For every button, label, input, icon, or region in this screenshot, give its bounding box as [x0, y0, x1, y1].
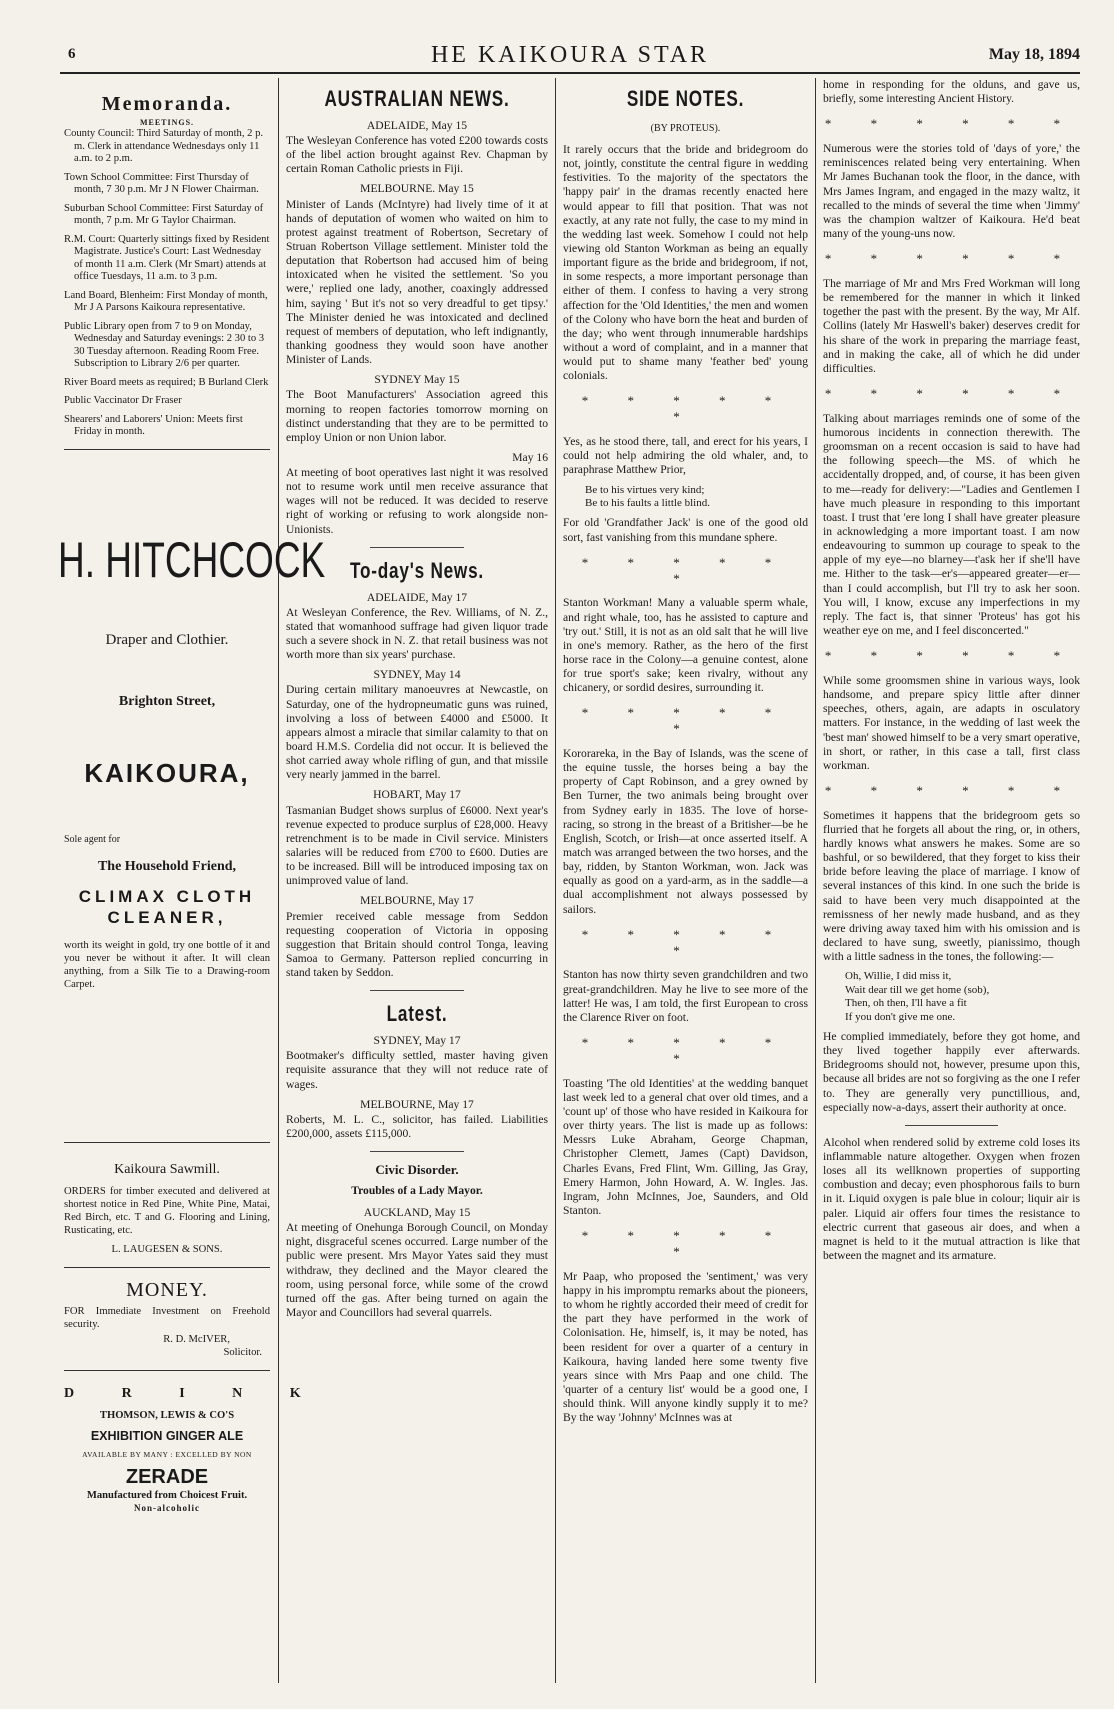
divider [64, 449, 270, 450]
star-divider: * * * * * * [581, 926, 790, 958]
hitchcock-town: KAIKOURA, [84, 758, 250, 789]
news-item: Bootmaker's difficulty settled, master having given requisite assurance that they will not reduce rate of wages. [286, 1049, 548, 1091]
memo-item: Shearers' and Laborers' Union: Meets first Friday in month. [64, 413, 243, 438]
column-australian-news [286, 78, 548, 1688]
star-divider: * * * * * * [581, 1035, 790, 1066]
memoranda-subtitle: MEETINGS. [139, 118, 195, 128]
paragraph: Kororareka, in the Bay of Islands, was the scene of the equine tussle, the horses being a bay the property of Capt Robinson, and a grey owned by Ben Turner, the two animals being brought over from Sydney early in 1835. The love of horse-racing, so strong in the breast of a Britisher—be he English, Scotch, or Irish—at once asserted itself. A match was arranged between the two horses, and the bay, ridden, by Stanton Workman, won. Jack was equally as good on a yard-arm, as in the saddle—a dual accomplishment not always possessed by sailors. [563, 747, 808, 916]
dateline: SYDNEY May 15 [374, 373, 460, 387]
cleaner-title: CLIMAX CLOTH [78, 887, 256, 906]
money-name: R. D. McIVER, [163, 1334, 230, 1346]
memoranda-list [64, 128, 270, 439]
divider [64, 1267, 270, 1268]
column-side-notes-continued [823, 78, 1080, 1688]
verse-line: Oh, Willie, I did miss it, [845, 970, 952, 983]
sawmill-title: Kaikoura Sawmill. [114, 1162, 220, 1178]
money-role: Solicitor. [223, 1347, 262, 1358]
star-divider: * * * * * * [824, 251, 1079, 267]
news-item: At meeting of boot operatives last night it was resolved not to resume work until men receive assurance that wages will not be reduced. It was decided to reserve right of working or refusing to work alongside non-Unionists. [286, 466, 548, 536]
zerade-footer-2: Non-alcoholic [134, 1502, 200, 1513]
dateline: SYDNEY, May 17 [373, 1034, 461, 1048]
star-divider: * * * * * * [581, 705, 790, 737]
dateline: MELBOURNE. May 15 [360, 182, 474, 196]
paragraph: Alcohol when rendered solid by extreme cold loses its inflammable nature altogether. Oxygen when frozen loses all its wellknown properties of supporting combustion and decay; even phosphorous fails to burn in it. Liquid oxygen is pale blue in colour; liquir air is paler. Liquid air offers four times the resistance to electric current that gaseous air does, and when a magnet is held to it the mutual attraction is like that between the magnet and its armature. [823, 1135, 1080, 1262]
memo-item: R.M. Court: Quarterly sittings fixed by Resident Magistrate. Justice's Court: Last Wednesday of month 11 a.m. Clerk (Mr Smart) attends at office Tuesdays, 11 a.m. to 3 p.m. [64, 233, 270, 283]
cleaner-title-2: CLEANER, [107, 907, 227, 927]
paragraph: Stanton has now thirty seven grandchildren and two great-grandchildren. May he live to see more of the latter! He was, I am told, the first European to cross the Clarence River on foot. [563, 968, 808, 1024]
hitchcock-name: H. HITCHCOCK [58, 531, 326, 588]
verse-line: Be to his faults a little blind. [585, 496, 710, 509]
paragraph: While some groomsmen shine in various ways, look handsome, and prepare spicy little after dinner speeches, others, again, are adapts in osculatory matters. For instance, in the wedding of last week the 'best man' showed himself to be a very smart operative, in short, or rather, in this case a tall, first class workman. [823, 673, 1080, 772]
paragraph: For old 'Grandfather Jack' is one of the good old sort, fast vanishing from this mundane sphere. [563, 516, 808, 544]
dateline: AUCKLAND, May 15 [363, 1206, 471, 1220]
star-divider: * * * * * * [824, 782, 1079, 798]
money-title: MONEY. [126, 1278, 208, 1301]
star-divider: * * * * * * [824, 385, 1079, 401]
zerade-footer: Manufactured from Choicest Fruit. [86, 1489, 248, 1501]
column-divider [555, 78, 556, 1683]
ginger-ale-tagline: AVAILABLE BY MANY : EXCELLED BY NON [82, 1450, 252, 1460]
dateline: SYDNEY, May 14 [373, 668, 461, 682]
divider [64, 1370, 270, 1371]
paragraph: home in responding for the olduns, and gave us, briefly, some interesting Ancient History. [823, 78, 1080, 106]
byline: (BY PROTEUS). [650, 122, 721, 134]
column-side-notes [563, 78, 808, 1688]
ginger-ale-product: EXHIBITION GINGER ALE [90, 1428, 244, 1443]
ginger-ale-advertisement [64, 1385, 323, 1514]
divider [905, 1125, 998, 1126]
issue-date: May 18, 1894 [988, 46, 1080, 63]
star-divider: * * * * * * [581, 393, 790, 425]
paragraph: The marriage of Mr and Mrs Fred Workman will long be remembered for the manner in which it linked together the past with the present. By the way, Mr Alf. Collins (lately Mr Haswell's baker) deserves credit for his share of the work in preparing the marriage feast, and in making the cake, all of which he did under difficulties. [823, 276, 1080, 375]
column-advertisements [58, 78, 326, 1688]
star-divider: * * * * * * [581, 554, 790, 586]
masthead [60, 40, 1080, 70]
column-divider [815, 78, 816, 1683]
sawmill-signature: L. LAUGESEN & SONS. [111, 1243, 223, 1255]
paragraph: It rarely occurs that the bride and bridegroom do not, jointly, constitute the central figure in wedding festivities. To the majority of the spectators the 'happy pair' in the dramas recently enacted here would appear to fill that position. That was not exactly, at any rate not fully, the case to my mind in the wedding last week. Somehow I could not help viewing old Stanton Workman as being an equally important figure as the bride and bridegroom, if not, in some respects, a more important personage than either of them. I confess to having a very strong affection for the 'Old Identities,' the men and women of the Colony who have born the heat and burden of the day; who went through innumerable hardships without a word of complaint, and in a manner that would put to shame many 'feather bed' young colonials. [563, 143, 808, 383]
sawmill-advertisement [64, 1161, 270, 1257]
star-divider: * * * * * * [581, 1228, 790, 1260]
news-item: During certain military manoeuvres at Newcastle, on Saturday, one of the hydropneumatic guns was ruined, involving a loss of between £4000 and £5000. It appears almost a miracle that similar calamity to that on board H.M.S. Cordelia did not occur. It is believed the shot carried away whole rifling of gun, and that missile very nearly jammed in the barrel. [286, 683, 548, 782]
dateline: May 16 [512, 450, 548, 464]
section-title-australian-news: AUSTRALIAN NEWS. [324, 86, 510, 111]
news-item: At Wesleyan Conference, the Rev. Williams, of N. Z., stated that womanhood suffrage had given liquor trade such a severe shock in N. Z. that retail business was not worth more than six years' purchase. [286, 605, 548, 662]
divider [370, 547, 464, 548]
cleaner-description: worth its weight in gold, try one bottle of it and you never be without it after. It will clean anything, from a Silk Tie to a Drawing-room Carpet. [64, 940, 270, 991]
news-item: Premier received cable message from Seddon requesting cooperation of Victoria in opposing suggestion that Britain should control Tonga, leaving Samoa to Germany. Patterson replied concurring in stand taken by Seddon. [286, 909, 548, 980]
verse-line: Then, oh then, I'll have a fit [845, 997, 967, 1010]
drink-word: D R I N K [64, 1385, 323, 1401]
paragraph: Sometimes it happens that the bridegroom gets so flurried that he forgets all about the ring, or, in others, hardly knows what answers he makes. Some are so bashful, or so bewildered, that they forget to kiss their bride before leaving the place of marriage. I know of several instances of this kind. In one such the bride is said to have been very much disappointed at the remissness of her newly made husband, and as they were driving away taxed him with his omission and is declared to have sung, sweetly, pianissimo, though with a little sadness in the tones, the following:— [823, 808, 1080, 964]
ginger-ale-maker: THOMSON, LEWIS & CO'S [99, 1410, 235, 1421]
verse-line: Be to his virtues very kind; [585, 483, 705, 496]
memo-item: Public Vaccinator Dr Fraser [64, 395, 182, 407]
section-title-todays-news: To-day's News. [350, 557, 484, 583]
news-item: The Wesleyan Conference has voted £200 towards costs of the libel action brought against Rev. Chapman by certain Roman Catholic priests in Fiji. [286, 133, 548, 176]
memo-item: Suburban School Committee: First Saturday of month, 7 p.m. Mr G Taylor Chairman. [64, 202, 264, 227]
star-divider: * * * * * * [824, 648, 1079, 664]
memo-item: Public Library open from 7 to 9 on Monday, Wednesday and Saturday evenings: 2 30 to 3 30 Tuesday afternoon. Reading Room Free. Subscription to Library 2/6 per quarter. [64, 320, 265, 370]
sole-agent-label: Sole agent for [64, 833, 121, 845]
money-advertisement [64, 1278, 270, 1360]
section-title-side-notes: SIDE NOTES. [626, 86, 745, 111]
news-item: The Boot Manufacturers' Association agreed this morning to reopen factories tomorrow morning on distinct understanding that they are to be permitted to employ Union or non Union labor. [286, 388, 548, 444]
dateline: ADELAIDE, May 15 [366, 118, 468, 132]
verse-line: If you don't give me one. [845, 1010, 956, 1023]
hitchcock-street: Brighton Street, [118, 693, 216, 709]
news-item: At meeting of Onehunga Borough Council, on Monday night, disgraceful scenes occurred. Large number of the public were present. Mrs Mayor Yates said they must withdraw, they declined and the Mayor cleared the room, using personal force, while some of the crowd turned off the gas. After being turned on again the Mayor and Councillors had several quarrels. [286, 1221, 548, 1320]
verse-line: Wait dear till we get home (sob), [845, 983, 990, 996]
dateline: HOBART, May 17 [373, 788, 461, 802]
newspaper-title: HE KAIKOURA STAR [430, 42, 710, 68]
page-number: 6 [68, 46, 76, 62]
news-item: Minister of Lands (McIntyre) had lively time of it at hands of deputation of women who waited on him to protest against treatment of Robertson, Secretary of Struan Robertson Village settlement. Minister told the deputation that Robertson had accused him of being intoxicated when he visited the settlement. 'So you were,' replied one lady, another, coaxingly addressed him, saying ' But it's not so very dreadful to get tipsy.' The Minister denied he was intoxicated and declined request of members of deputation, who left indignantly, thanking goodness they would soon have another Minister of Lands. [286, 197, 548, 367]
divider [370, 990, 464, 991]
divider [64, 1142, 270, 1143]
memoranda-title: Memoranda. [101, 93, 233, 115]
paragraph: He complied immediately, before they got home, and they lived together happily ever afterwards. Bridegrooms should not, however, presume upon this, because all brides are not so forgiving as the one I refer to. They are generally very punctillious, and, especially now-a-days, assert their authority at once. [823, 1029, 1081, 1114]
star-divider: * * * * * * [824, 116, 1079, 132]
section-title-latest: Latest. [386, 1001, 448, 1027]
paragraph: Mr Paap, who proposed the 'sentiment,' was very happy in his impromptu remarks about the pioneers, to whom he rightly accorded their meed of credit for the part they have performed in the work of Colonisation. He, himself, is, it may be noted, has been resident for over a quarter of a century in Kaikoura, having landed here some twenty five years since with Mrs Paap and one child. The 'quarter of a century list' would be a good one, I should think. Will anyone kindly supply it to me? By the way 'Johnny' McInnes was at [563, 1269, 808, 1425]
news-item: Tasmanian Budget shows surplus of £6000. Next year's revenue expected to produce surplus of £28,000. Heavy retrenchment is to be made in Civil service. Ministers salaries will be reduced from £700 to £600. Duties are to be increased. Bill will be introduced imposing tax on unimproved value of land. [286, 803, 548, 888]
section-title-civic-disorder: Civic Disorder. [375, 1162, 459, 1178]
paragraph: Talking about marriages reminds one of some of the humorous incidents in connection therewith. The groomsman on a recent occasion is said to have had the following speech—the MS. of which he accidentally dropped, and, of course, it has been given to me—ready for delivery:—"Ladies and Gentlemen I have much pleasure in responding to this important toast. I trust that 'ere long I shall have greater pleasure in acknowledging a more important toast. I am now endeavouring to summon up courage to speak to the apple of my eye—no blarney—t'ask her if she'll have me. Hither to the task—er's—appeared greater—er—than I could accomplish, but I'll try to ask her soon. You will, I know, excuse any imperfections in my reply. The fact is, that sinner 'Proteus' has got his weather eye on me, and I feel disconcerted." [823, 411, 1080, 637]
paragraph: Toasting 'The old Identities' at the wedding banquet last week led to a general chat over old times, and a 'count up' of those who have resided in Kaikoura for over thirty years. The list is made up as follows: Messrs Luke Abraham, George Chapman, Christopher Clemett, James (Capt) Davidson, Charles Evans, Fred Flint, Wm. Gilling, Jas Gray, Emery Harmon, John Howard, A. W. Ingles. Jas. Ingram, John McInnes, Joe, Saunders, and Old Stanton. [563, 1076, 808, 1218]
dateline: ADELAIDE, May 17 [366, 590, 468, 604]
memo-item: County Council: Third Saturday of month, 2 p. m. Clerk in attendance Wednesdays only 11 a.m. to 2 p.m. [64, 128, 264, 165]
dateline: MELBOURNE, May 17 [360, 894, 474, 908]
hitchcock-advertisement [58, 530, 326, 993]
civic-subtitle: Troubles of a Lady Mayor. [351, 1183, 483, 1197]
divider [370, 1151, 464, 1152]
column-divider [278, 78, 279, 1683]
news-item: Roberts, M. L. C., solicitor, has failed. Liabilities £200,000, assets £115,000. [286, 1112, 548, 1140]
zerade-brand: ZERADE [125, 1466, 209, 1489]
paragraph: Stanton Workman! Many a valuable sperm whale, and right whale, too, has he assisted to capture and 'try out.' Still, it is not as an old salt that he will live in one's memory. Rather, as the hero of the first horse race in the Colony—a genuine contest, alone for true sport's sake; keen rivalry, without any chicanery, or sordid desires, surrounding it. [563, 596, 808, 695]
header-rule [60, 72, 1080, 74]
memo-item: River Board meets as required; B Burland Clerk [64, 376, 269, 388]
dateline: MELBOURNE, May 17 [360, 1097, 474, 1111]
hitchcock-trade: Draper and Clothier. [105, 631, 229, 648]
memo-item: Land Board, Blenheim: First Monday of month, Mr J A Parsons Kaikoura representative. [64, 289, 268, 314]
product-name: The Household Friend, [97, 858, 237, 874]
sawmill-body: ORDERS for timber executed and delivered at shortest notice in Red Pine, White Pine, Matai, Red Birch, etc. T and G. Flooring and Lining, Rusticating, etc. [64, 1186, 270, 1236]
paragraph: Numerous were the stories told of 'days of yore,' the reminiscences related being very entertaining. When Mr James Buchanan took the floor, in the dance, with Mrs James Ingram, and engaged in the mazy waltz, it recalled to the minds of several the time when 'Jimmy' was the champion waltzer of Kaikoura. He'd beat many of the young-uns now. [823, 142, 1080, 240]
paragraph: Yes, as he stood there, tall, and erect for his years, I could not help admiring the old whaler, and, to paraphrase Matthew Prior, [563, 435, 808, 477]
memo-item: Town School Committee: First Thursday of month, 7 30 p.m. Mr J N Flower Chairman. [64, 171, 259, 196]
money-body: FOR Immediate Investment on Freehold security. [64, 1306, 270, 1331]
